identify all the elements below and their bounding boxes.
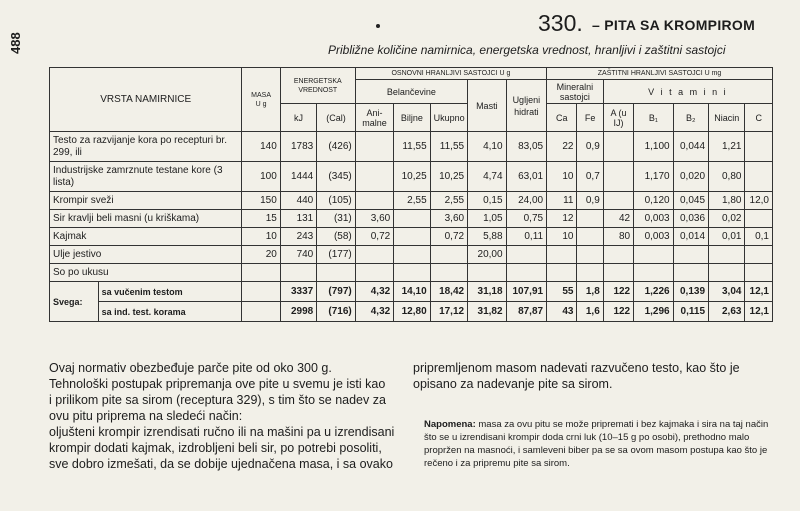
cell-fe: 1,8 [577,282,603,302]
cell-masti: 0,15 [468,192,506,210]
cell-ukupno: 17,12 [430,302,467,322]
cell-biljne: 14,10 [394,282,430,302]
cell-fe [577,228,603,246]
cell-b2: 0,139 [673,282,708,302]
row-name: So po ukusu [50,264,242,282]
header-kj: kJ [280,104,316,132]
total-row-name: sa ind. test. korama [98,302,242,322]
cell-ukupno: 0,72 [430,228,467,246]
row-name: Ulje jestivo [50,246,242,264]
table-row [50,210,773,228]
table-row [50,246,773,264]
cell-ugljeni: 83,05 [506,132,547,162]
row-name: Kajmak [50,228,242,246]
cell-ukupno: 11,55 [430,132,467,162]
cell-ca: 10 [547,228,577,246]
cell-ugljeni: 87,87 [506,302,547,322]
total-row-name: sa vučenim testom [98,282,242,302]
body-text-right [413,360,773,392]
row-name: Industrijske zamrznute testane kore (3 lista) [50,162,242,192]
cell-biljne [394,210,430,228]
cell-ukupno [430,264,467,282]
cell-kj: 3337 [280,282,316,302]
body-line: i prilikom pite sa sirom (receptura 329), s tim što se nadev za [49,393,386,407]
body-line: oljušteni krompir izrendisati ručno ili na mašini pa u izrendisani [49,425,395,439]
cell-c: 12,0 [745,192,773,210]
cell-b1: 0,120 [634,192,673,210]
cell-b2 [673,264,708,282]
cell-a: 122 [603,302,633,322]
cell-ukupno: 10,25 [430,162,467,192]
cell-biljne [394,264,430,282]
cell-biljne [394,228,430,246]
cell-b1: 0,003 [634,210,673,228]
cell-masti: 4,74 [468,162,506,192]
table-row [50,264,773,282]
cell-cal: (31) [317,210,355,228]
header-b1: B₁ [634,104,673,132]
cell-biljne: 12,80 [394,302,430,322]
recipe-subtitle: Približne količine namirnica, energetska vrednost, hranljivi i zaštitni sastojci [328,43,726,57]
row-name: Krompir sveži [50,192,242,210]
header-a: A (u IJ) [603,104,633,132]
cell-kj: 740 [280,246,316,264]
table-row [50,192,773,210]
cell-cal [317,264,355,282]
table-row [50,228,773,246]
cell-c [745,132,773,162]
body-line: ovu pitu priprema na sledeći način: [49,409,243,423]
cell-c: 12,1 [745,282,773,302]
cell-b1: 1,100 [634,132,673,162]
cell-ca [547,246,577,264]
cell-a: 42 [603,210,633,228]
header-ca: Ca [547,104,577,132]
cell-kj: 440 [280,192,316,210]
cell-b2: 0,020 [673,162,708,192]
cell-biljne [394,246,430,264]
nutrition-table [49,67,773,322]
cell-niacin: 1,21 [709,132,745,162]
cell-niacin: 3,04 [709,282,745,302]
header-osnovni: OSNOVNI HRANLJIVI SASTOJCI U g [355,68,546,80]
body-line: sve dobro izmešati, da se dobije ujednačena masa, i sa ovako [49,457,393,471]
cell-c [745,162,773,192]
header-masti: Masti [468,80,506,132]
cell-c [745,210,773,228]
cell-a [603,132,633,162]
note-label: Napomena: [424,419,476,430]
cell-animalne [355,264,393,282]
row-name: Testo za razvijanje kora po recepturi br. 299, ili [50,132,242,162]
cell-ca: 12 [547,210,577,228]
cell-ugljeni [506,264,547,282]
cell-b1: 1,226 [634,282,673,302]
cell-cal: (426) [317,132,355,162]
cell-fe [577,264,603,282]
cell-b1: 0,003 [634,228,673,246]
body-line: Ovaj normativ obezbeđuje parče pite od oko 300 g. [49,361,332,375]
header-masa-unit: U g [255,100,267,108]
body-line: Tehnološki postupak pripremanja ove pite u svemu je isti kao [49,377,386,391]
cell-niacin: 1,80 [709,192,745,210]
cell-niacin: 2,63 [709,302,745,322]
header-b2: B₂ [673,104,708,132]
header-vitamini: V i t a m i n i [603,80,772,104]
cell-ca: 22 [547,132,577,162]
cell-animalne [355,162,393,192]
cell-ugljeni: 107,91 [506,282,547,302]
note-paragraph [424,418,769,470]
cell-masa: 10 [242,228,280,246]
cell-kj: 1444 [280,162,316,192]
cell-fe: 0,7 [577,162,603,192]
cell-ugljeni: 63,01 [506,162,547,192]
body-line: opisano za nadevanje pite sa sirom. [413,377,613,391]
header-ukupno: Ukupno [430,104,467,132]
cell-masti: 20,00 [468,246,506,264]
header-niacin: Niacin [709,104,745,132]
header-biljne: Biljne [394,104,430,132]
cell-a [603,192,633,210]
body-text-left [49,360,401,472]
cell-kj: 1783 [280,132,316,162]
cell-fe [577,210,603,228]
table-row [50,162,773,192]
cell-niacin [709,264,745,282]
cell-ca: 11 [547,192,577,210]
cell-biljne: 2,55 [394,192,430,210]
cell-c: 0,1 [745,228,773,246]
cell-ugljeni [506,246,547,264]
cell-animalne [355,246,393,264]
cell-b1: 1,296 [634,302,673,322]
cell-masti [468,264,506,282]
cell-c: 12,1 [745,302,773,322]
header-belancevine: Belančevine [355,80,467,104]
cell-kj: 243 [280,228,316,246]
cell-masti: 1,05 [468,210,506,228]
cell-biljne: 10,25 [394,162,430,192]
cell-niacin [709,246,745,264]
cell-ca: 10 [547,162,577,192]
cell-cal: (177) [317,246,355,264]
body-line: pripremljenom masom nadevati razvučeno testo, kao što je [413,361,740,375]
cell-b1 [634,246,673,264]
cell-ukupno: 3,60 [430,210,467,228]
cell-biljne: 11,55 [394,132,430,162]
cell-kj: 131 [280,210,316,228]
cell-animalne: 3,60 [355,210,393,228]
cell-animalne: 0,72 [355,228,393,246]
header-ugljeni: Ugljeni hidrati [506,80,547,132]
cell-ukupno: 2,55 [430,192,467,210]
header-cal: (Cal) [317,104,355,132]
header-masa [242,68,280,132]
cell-b2: 0,014 [673,228,708,246]
header-masa-label: MASA [251,91,271,99]
cell-a [603,246,633,264]
cell-fe [577,246,603,264]
cell-cal: (105) [317,192,355,210]
recipe-title: – PITA SA KROMPIROM [592,17,756,33]
cell-b2 [673,246,708,264]
header-c: C [745,104,773,132]
cell-niacin: 0,01 [709,228,745,246]
cell-masti: 5,88 [468,228,506,246]
nutrition-table-wrapper [49,67,773,322]
cell-masa: 15 [242,210,280,228]
total-row [50,302,773,322]
cell-ca [547,264,577,282]
cell-c [745,246,773,264]
cell-b2: 0,115 [673,302,708,322]
cell-masti: 4,10 [468,132,506,162]
body-line: krompir dodati kajmak, izdrobljeni beli sir, po potrebi posoliti, [49,441,382,455]
cell-masa: 20 [242,246,280,264]
cell-animalne [355,132,393,162]
cell-ukupno [430,246,467,264]
cell-masa [242,302,280,322]
cell-masa: 100 [242,162,280,192]
cell-c [745,264,773,282]
cell-b1 [634,264,673,282]
cell-cal: (58) [317,228,355,246]
cell-masti: 31,18 [468,282,506,302]
cell-niacin: 0,80 [709,162,745,192]
header-animalne: Ani- malne [355,104,393,132]
cell-ugljeni: 0,11 [506,228,547,246]
header-fe: Fe [577,104,603,132]
cell-fe: 1,6 [577,302,603,322]
cell-a [603,264,633,282]
totals-label: Svega: [50,282,99,322]
cell-ca: 43 [547,302,577,322]
page-number: 488 [8,32,23,54]
cell-fe: 0,9 [577,132,603,162]
cell-a: 80 [603,228,633,246]
cell-b2: 0,045 [673,192,708,210]
header-mineralni: Mineralni sastojci [547,80,604,104]
cell-ugljeni: 24,00 [506,192,547,210]
cell-b1: 1,170 [634,162,673,192]
cell-ukupno: 18,42 [430,282,467,302]
table-row [50,132,773,162]
cell-ca: 55 [547,282,577,302]
cell-masti: 31,82 [468,302,506,322]
print-dot [376,24,380,28]
cell-animalne [355,192,393,210]
header-vrsta: VRSTA NAMIRNICE [50,68,242,132]
cell-masa [242,264,280,282]
cell-fe: 0,9 [577,192,603,210]
cell-cal: (797) [317,282,355,302]
total-row [50,282,773,302]
cell-animalne: 4,32 [355,282,393,302]
cell-niacin: 0,02 [709,210,745,228]
cell-masa: 140 [242,132,280,162]
cell-cal: (345) [317,162,355,192]
cell-a [603,162,633,192]
header-zastitni: ZAŠTITNI HRANLJIVI SASTOJCI U mg [547,68,773,80]
cell-masa: 150 [242,192,280,210]
header-energetska: ENERGETSKA VREDNOST [280,68,355,104]
cell-cal: (716) [317,302,355,322]
recipe-number: 330. [538,10,583,36]
cell-animalne: 4,32 [355,302,393,322]
note-text: masa za ovu pitu se može pripremati i bez kajmaka i sira na taj način što se u izrendisani krompir doda crni luk (10–15 g po osobi), prethodno malo propržen na masnoći, i samleveni biber pa se sa ovom masom postupa kao što je rečeno i za pripremu pite sa sirom. [424,419,769,469]
cell-b2: 0,044 [673,132,708,162]
row-name: Sir kravlji beli masni (u kriškama) [50,210,242,228]
cell-a: 122 [603,282,633,302]
cell-kj: 2998 [280,302,316,322]
cell-b2: 0,036 [673,210,708,228]
cell-kj [280,264,316,282]
cell-masa [242,282,280,302]
cell-ugljeni: 0,75 [506,210,547,228]
